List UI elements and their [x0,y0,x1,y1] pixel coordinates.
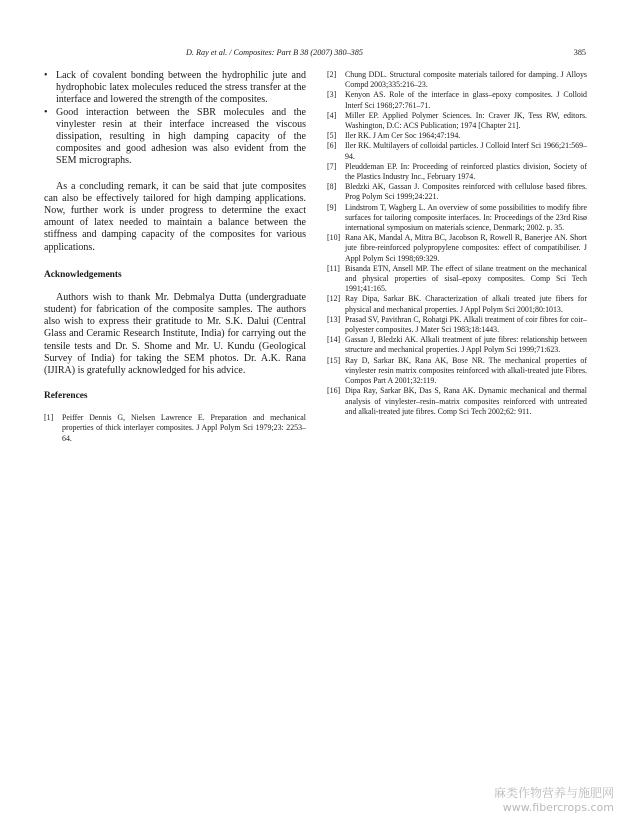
reference-number: [3] [327,90,337,100]
page-number: 385 [573,48,586,57]
reference-item [327,356,587,387]
reference-list-left [44,413,306,444]
reference-number: [7] [327,161,337,171]
bullet-item: • Good interaction between the SBR molecules and the vinylester resin at their interface increased the viscous dissipation, resulting in high damping capacity of the composites and good adhesion was also evident from the SEM micrographs. [44,107,306,168]
reference-text: Bledzki AK, Gassan J. Composites reinforced with cellulose based fibres. Prog Polym Sci 1999;24:221. [345,182,587,202]
reference-item [327,203,587,234]
reference-text: Bisanda ETN, Ansell MP. The effect of silane treatment on the mechanical and physical properties of sisal–epoxy composites. Comp Sci Tech 1991;41:165. [345,263,587,294]
reference-text: Ray Dipa, Sarkar BK. Characterization of alkali treated jute fibers for physical and mechanical properties. J Appl Polym Sci 2001;80:1013. [345,294,587,314]
reference-number: [2] [327,70,337,79]
reference-item [327,182,587,202]
reference-list-right [327,70,587,417]
reference-number: [14] [327,335,341,345]
acknowledgements-text: Authors wish to thank Mr. Debmalya Dutta (undergraduate student) for fabrication of the composite samples. The authors also wish to express their gratitude to Mr. S.K. Dalui (Central Glass and Ceramic Research Institute, India) for carrying out the tensile tests and Dr. S. Shome and Mr. U. Kundu (Geological Survey of India) for taking the SEM photos. Dr. A.K. Rana (IJIRA) is gratefully acknowledged for his advice. [44,291,306,377]
reference-number: [1] [44,413,54,423]
reference-number: [11] [327,263,340,273]
reference-text: Gassan J, Bledzki AK. Alkali treatment of jute fibres: relationship between structure and mechanical properties. J Appl Polym Sci 1999;71:623. [345,335,587,355]
reference-number: [16] [327,386,341,396]
reference-text: Chung DDL. Structural composite materials tailored for damping. J Alloys Compd 2003;335:216–23. [345,70,587,90]
reference-number: [13] [327,314,341,324]
reference-text: Miller EP. Applied Polymer Sciences. In: Craver JK, Tess RW, editors. Washington, D.C: ACS Publication; 1974 [Chapter 21]. [345,110,587,131]
journal-citation: D. Ray et al. / Composites: Part B 38 (2007) 380–385 [186,48,363,57]
reference-item [327,141,587,161]
reference-text: Kenyon AS. Role of the interface in glass–epoxy composites. J Colloid Interf Sci 1968;27:761–71. [345,90,587,110]
reference-item [327,162,587,182]
running-header [44,48,586,60]
reference-item [327,131,587,141]
left-column [44,70,306,444]
concluding-paragraph: As a concluding remark, it can be said that jute composites can also be effectively tailored for high damping applications. Now, further work is under progress to determine the exact amount of latex needed to maintain a balance between the stiffness and damping capacity of the composites for various applications. [44,180,306,253]
references-heading: References [44,391,88,402]
reference-item [327,90,587,110]
reference-item [327,294,587,314]
reference-text: Ray D, Sarkar BK, Rana AK, Bose NR. The mechanical properties of vinylester resin matrix composites reinforced with alkali-treated jute Fibres. Compos Part A 2001;32:119. [345,355,587,386]
reference-number: [4] [327,110,337,120]
acknowledgements-heading: Acknowledgements [44,269,122,280]
reference-item [327,335,587,355]
conclusion-bullets [44,70,306,168]
reference-number: [10] [327,233,341,243]
reference-item [327,233,587,264]
reference-number: [12] [327,294,341,304]
site-watermark [494,784,614,814]
bullet-item: • Lack of covalent bonding between the hydrophilic jute and hydrophobic latex molecules reduced the stress transfer at the interface and lowered the strength of the composites. [44,70,306,107]
reference-text: Iler RK. Multilayers of colloidal particles. J Colloid Interf Sci 1966;21:569–94. [345,141,587,161]
right-column [327,70,587,417]
reference-item [327,264,587,295]
reference-number: [9] [327,202,337,212]
reference-item [327,386,587,417]
watermark-url: www.fibercrops.com [502,801,614,814]
reference-text: Iler RK. J Am Cer Soc 1964;47:194. [345,131,461,141]
reference-text: Peiffer Dennis G, Nielsen Lawrence E. Preparation and mechanical properties of thick interlayer composites. J Appl Polym Sci 1979;23: 2253–64. [62,413,306,443]
reference-item [327,70,587,90]
reference-number: [8] [327,182,337,192]
watermark-title: 麻类作物营养与施肥网 [493,786,614,800]
reference-number: [5] [327,131,337,141]
reference-item [327,315,587,335]
reference-text: Pleuddeman EP. In: Proceeding of reinforced plastics division, Society of the Plastics Industry Inc., February 1974. [345,161,587,182]
reference-text: Lindstrom T, Wagberg L. An overview of some possibilities to modify fibre surfaces for tailoring composite interfaces. In: Proceedings of the 23rd Risø international symposium on materials science, Denmark; 2002. p. 35. [345,202,587,233]
reference-text: Rana AK, Mandal A, Mitra BC, Jacobson R, Rowell R, Banerjee AN. Short jute fibre-reinforced polypropylene composites: effect of compatibiliser. J Appl Polym Sci 1998;69:329. [345,233,587,263]
reference-text: Dipa Ray, Sarkar BK, Das S, Rana AK. Dynamic mechanical and thermal analysis of vinylester–resin–matrix composites reinforced with untreated and alkali-treated jute fibres. Comp Sci Tech 2002;62: 911. [345,386,587,416]
reference-item [327,111,587,131]
reference-item [44,413,306,444]
reference-number: [6] [327,141,337,151]
reference-number: [15] [327,355,341,365]
reference-text: Prasad SV, Pavithran C, Rohatgi PK. Alkali treatment of coir fibres for coir–polyester composites. J Mater Sci 1983;18:1443. [345,314,587,335]
